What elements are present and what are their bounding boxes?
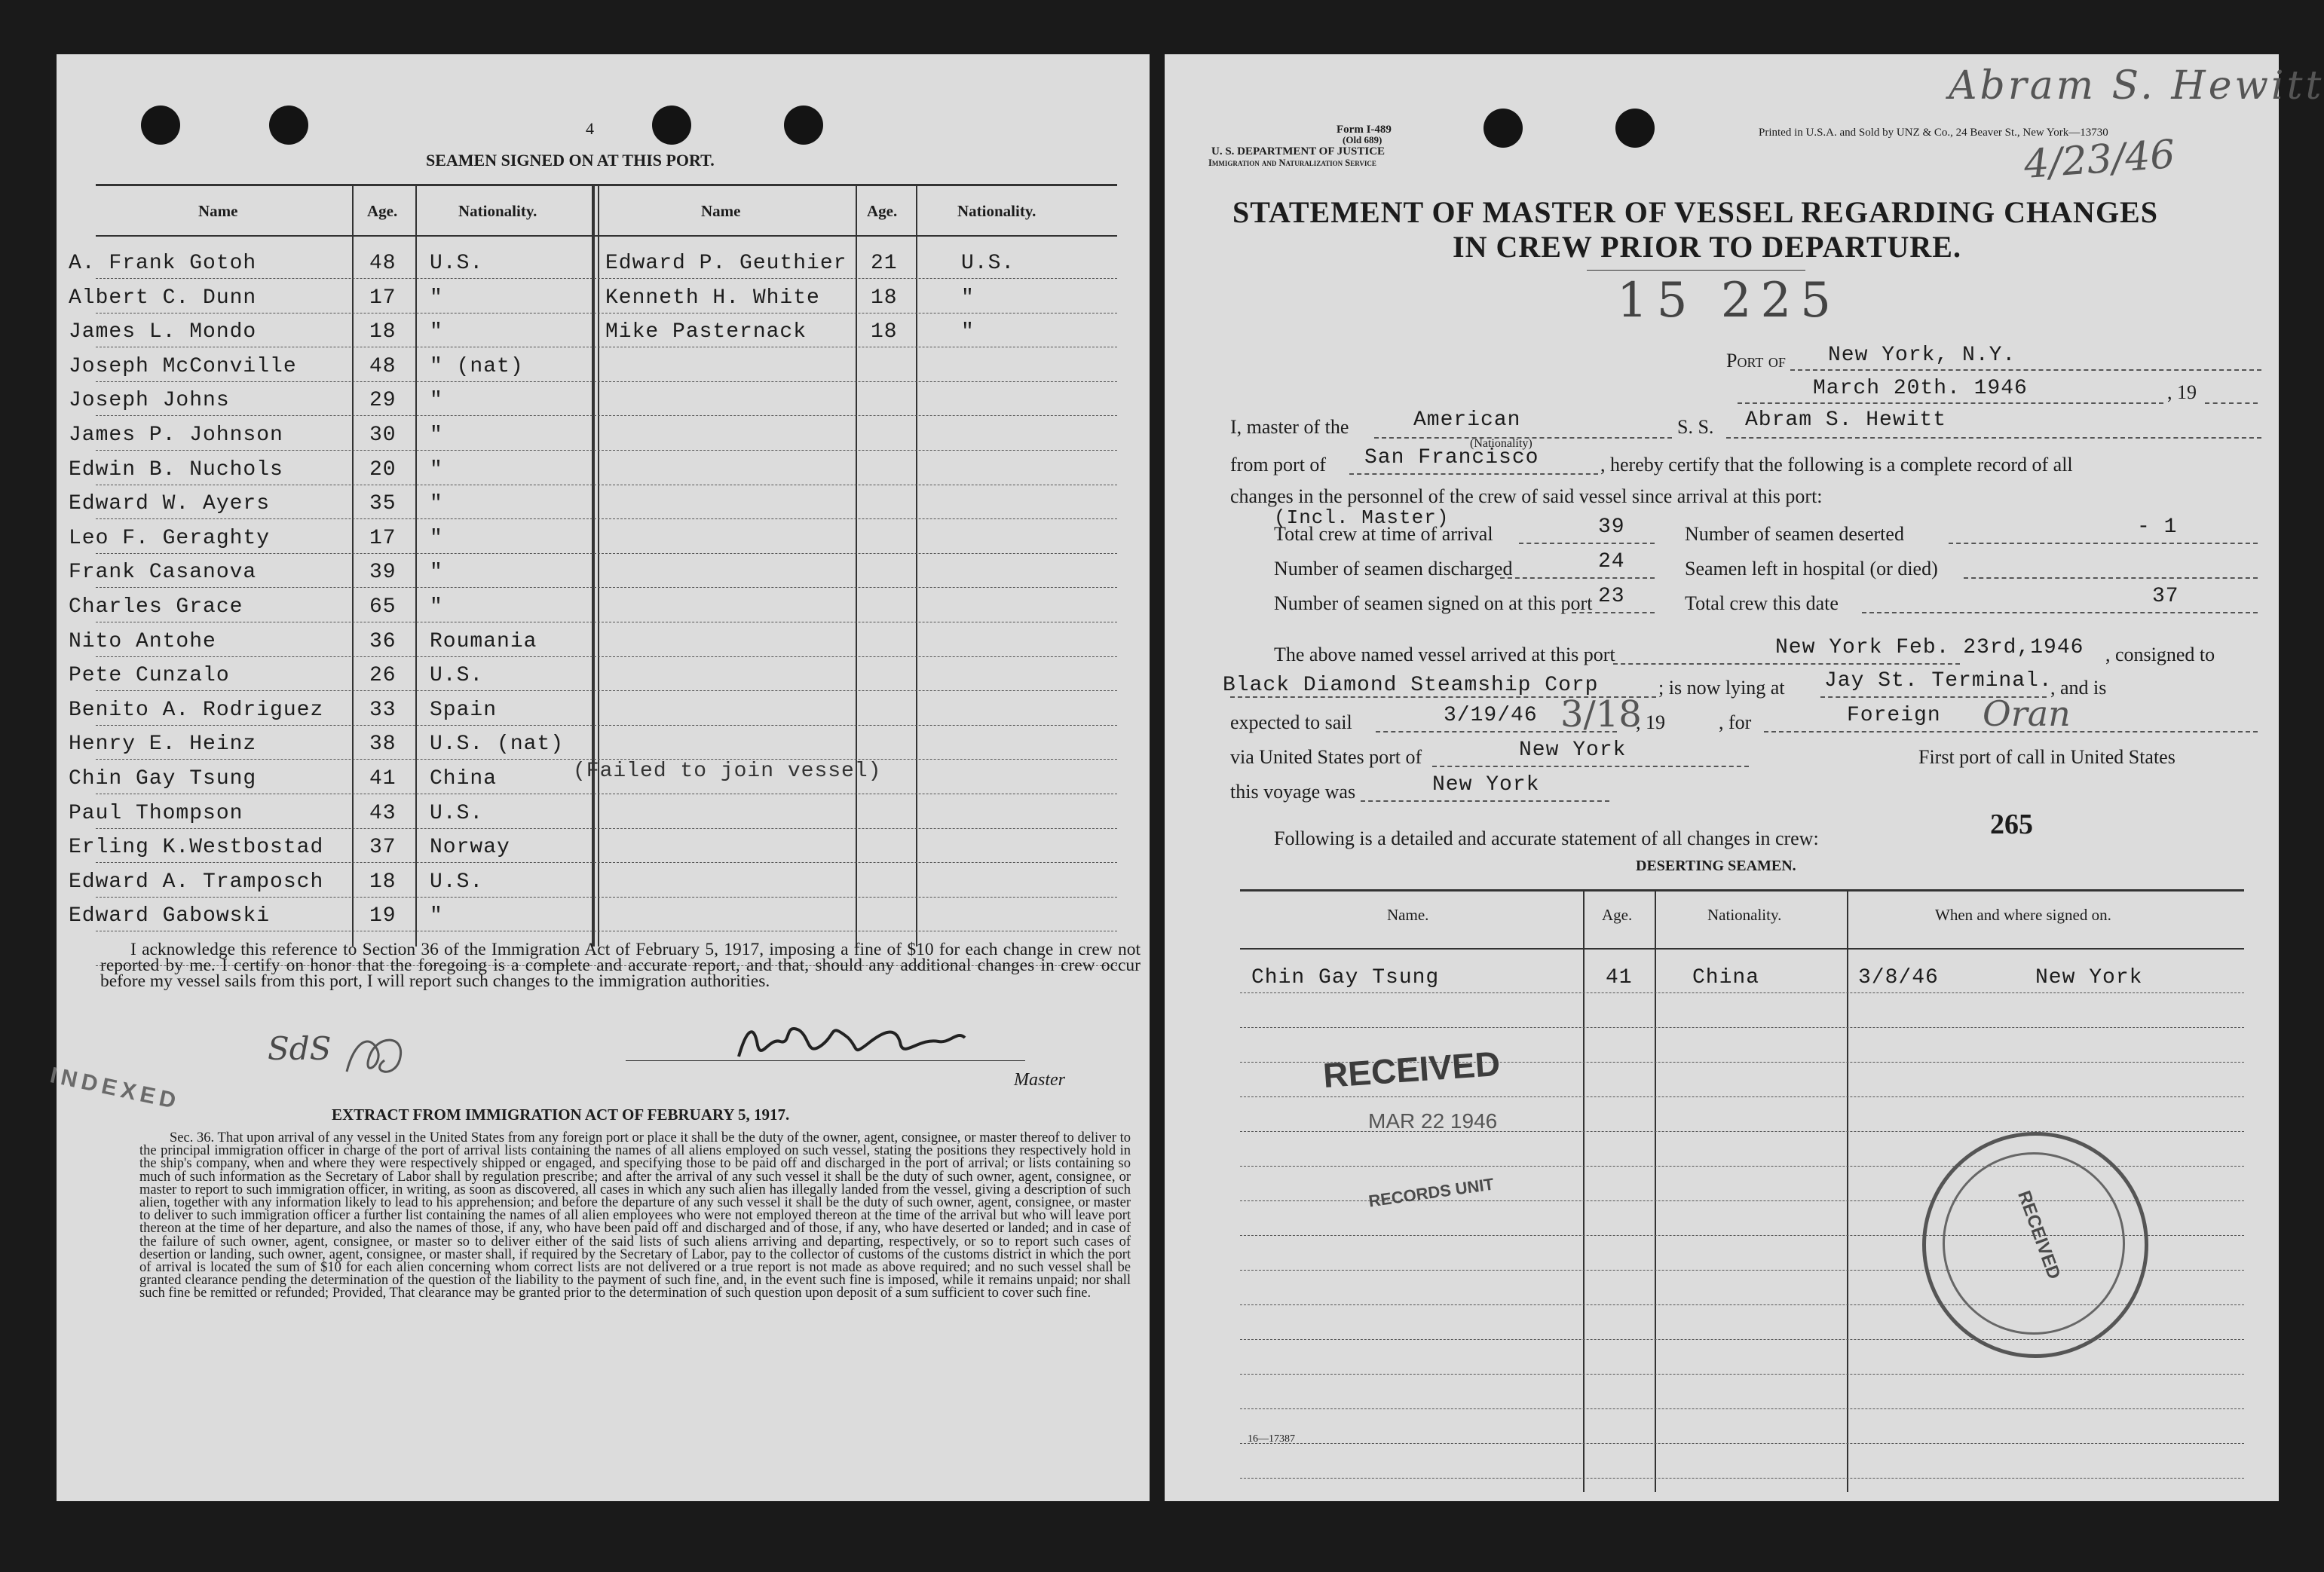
row-rule [96,553,1117,554]
punch-hole [1484,109,1523,148]
crew-name: Frank Casanova [69,561,257,585]
desert-header-nationality: Nationality. [1707,906,1782,924]
vessel-name: Abram S. Hewitt [1745,408,1947,432]
certify-text-2: changes in the personnel of the crew of said vessel since arrival at this port: [1230,485,1823,507]
right-page [1165,54,2324,1501]
row-rule [1240,992,2244,993]
initials-mark [339,1026,422,1087]
crew-nationality: " [430,492,443,516]
row-rule [96,381,1117,382]
crew-name: Edward P. Geuthier [605,252,847,275]
stamped-number: 265 [1990,809,2033,840]
crew-name: Paul Thompson [69,801,243,825]
row-rule [1240,1374,2244,1375]
row-rule [96,518,1117,519]
crew-nationality: U.S. [961,252,1015,275]
deserting-title: DESERTING SEAMEN. [1636,858,1796,874]
crew-nationality: " [430,320,443,344]
total-date-label: Total crew this date [1685,592,1839,614]
column-rule [352,185,354,947]
crew-age: 41 [369,767,397,791]
row-rule [96,897,1117,898]
port-of-label: Port of [1726,350,1786,372]
row-rule [1240,1478,2244,1479]
discharged-line [1500,577,1655,579]
crew-name: Edwin B. Nuchols [69,457,283,482]
hospital-label: Seamen left in hospital (or died) [1685,558,1938,580]
desert-column-rule [1655,889,1656,1492]
crew-age: 20 [369,457,397,482]
crew-age: 33 [369,698,397,722]
header-age: Age. [367,202,398,220]
desert-table-top-rule [1240,889,2244,892]
crew-name: Edward W. Ayers [69,492,271,516]
total-date-value: 37 [2152,585,2179,608]
handwritten-date: 4/23/46 [2022,132,2177,188]
crew-age: 18 [369,320,397,344]
row-rule [96,278,1117,279]
crew-age: 30 [369,424,397,447]
crew-age: 35 [369,492,397,516]
lying-value: Jay St. Terminal. [1824,669,2053,693]
crew-name: A. Frank Gotoh [69,252,257,275]
handwritten-vessel-name: Abram S. Hewitt [1949,63,2324,109]
from-port-value: San Francisco [1364,446,1539,469]
vessel-line [1726,437,2261,439]
crew-age: 17 [369,286,397,310]
crew-nationality: " [430,286,443,310]
consigned-label: , consigned to [2105,644,2215,665]
nationality-caption: (Nationality) [1470,437,1532,450]
row-rule [1240,1027,2244,1028]
crew-name: Nito Antohe [69,629,216,653]
crew-name: Charles Grace [69,595,243,619]
crew-nationality: " [430,389,443,413]
ss-label: S. S. [1677,416,1714,438]
received-stamp: RECEIVED [1321,1043,1502,1096]
column-rule [592,185,595,947]
crew-nationality: China [430,767,498,791]
crew-nationality: " [430,595,443,619]
discharged-value: 24 [1598,550,1625,573]
crew-nationality: Roumania [430,629,537,653]
row-rule [1240,1443,2244,1444]
desert-table-header-rule [1240,948,2244,950]
crew-age: 26 [369,664,397,688]
voyage-line [1361,800,1609,802]
desert-header-name: Name. [1387,906,1429,924]
crew-age: 18 [871,286,898,310]
crew-nationality: Norway [430,836,510,860]
lying-label: ; is now lying at [1658,677,1785,699]
desert-header-signed-on: When and where signed on. [1935,906,2111,924]
deserted-label: Number of seamen deserted [1685,523,1904,545]
crew-age: 18 [871,320,898,344]
crew-name: Mike Pasternack [605,320,807,344]
expected-value: 3/19/46 [1444,704,1538,727]
row-rule [96,828,1117,829]
expected-label: expected to sail [1230,711,1352,733]
voyage-label: this voyage was [1230,781,1356,803]
row-rule [96,862,1117,863]
table-header-rule [96,235,1117,237]
received-date-stamp: MAR 22 1946 [1368,1109,1498,1133]
form-title-line-2: IN CREW PRIOR TO DEPARTURE. [1453,230,1961,264]
for-label: , for [1719,711,1752,733]
acknowledgement-text: I acknowledge this reference to Section 36 of the Immigration Act of February 5, 1917, imposing a fine of $10 for each change in crew not reported by me. I certify on honor that the foregoing is a complete and accurate report, and that, should any additional changes in crew occur before my vessel sails from this port, I will report such changes to the immigration authorities. [100,940,1141,991]
crew-nationality: " [961,286,975,310]
crew-age: 39 [369,561,397,585]
column-rule [598,185,599,947]
for-value: Foreign [1847,704,1941,727]
crew-name: Chin Gay Tsung [69,767,257,791]
crew-age: 48 [369,252,397,275]
nineteen-label: , 19 [1636,711,1665,733]
crew-nationality: " [430,424,443,447]
year-line [2205,402,2258,404]
signed-on-line [1572,612,1655,613]
punch-hole [652,106,691,145]
row-rule [1240,1408,2244,1409]
row-rule [96,656,1117,657]
arrived-line [1613,663,1960,665]
from-port-label: from port of [1230,454,1327,476]
total-date-line [1862,612,2258,613]
form-title-line-1: STATEMENT OF MASTER OF VESSEL REGARDING CHANGES [1232,195,2158,229]
crew-age: 48 [369,354,397,378]
deserter-nationality: China [1692,966,1760,989]
form-old-number: (Old 689) [1343,134,1382,145]
crew-name: Pete Cunzalo [69,664,230,688]
row-rule [96,415,1117,416]
master-of-label: I, master of the [1230,416,1349,438]
crew-nationality: U.S. [430,252,484,275]
deserted-line [1949,543,2258,544]
crew-nationality: U.S. [430,664,484,688]
hospital-line [1964,577,2258,579]
date-line [1738,402,2163,404]
crew-nationality: " [961,320,975,344]
following-text: Following is a detailed and accurate statement of all changes in crew: [1274,827,1819,849]
crew-age: 36 [369,629,397,653]
crew-age: 17 [369,526,397,550]
for-handwritten: Oran [1983,693,2071,734]
crew-name: Erling K.Westbostad [69,836,324,860]
round-stamp-text: RECEIVED [2013,1188,2065,1283]
page-number: 4 [586,119,594,138]
desert-column-rule [1847,889,1848,1492]
header-name: Name [701,202,741,220]
arrived-label: The above named vessel arrived at this port [1274,644,1615,665]
row-rule [96,690,1117,691]
deserter-name: Chin Gay Tsung [1251,966,1440,989]
failed-to-join-note: (Failed to join vessel) [573,760,882,783]
crew-name: Joseph Johns [69,389,230,413]
row-rule [96,587,1117,588]
crew-age: 21 [871,252,898,275]
crew-nationality: U.S. [430,801,484,825]
column-rule [916,185,917,947]
header-age: Age. [867,202,898,220]
port-of-line [1790,369,2261,371]
crew-name: James P. Johnson [69,424,283,447]
crew-nationality: " [430,904,443,928]
table-top-rule [96,184,1117,186]
from-port-line [1349,473,1598,475]
incl-master-note: (Incl. Master) [1274,506,1450,529]
arrived-value: New York Feb. 23rd,1946 [1775,636,2084,659]
column-rule [856,185,857,947]
crew-name: Henry E. Heinz [69,732,257,757]
crew-name: Edward A. Tramposch [69,870,324,894]
crew-name: Edward Gabowski [69,904,271,928]
port-of-value: New York, N.Y. [1828,344,2016,367]
crew-age: 18 [369,870,397,894]
total-crew-value: 39 [1598,515,1625,539]
signed-on-label: Number of seamen signed on at this port [1274,592,1593,614]
total-crew-line [1519,543,1655,544]
crew-name: Albert C. Dunn [69,286,257,310]
first-port-label: First port of call in United States [1918,746,2175,768]
extract-body: Sec. 36. That upon arrival of any vessel in the United States from any foreign port or place it shall be the duty of the owner, agent, consignee, or master thereof to deliver to the principal immigration officer in charge of the port of arrival lists containing the names of all aliens employed on such vessel, stating the positions they respectively hold in the ship's company, when and where they were respectively shipped or engaged, and specifying those to be paid off and discharged in the port of arrival; or lists containing so much of such information as the Secretary of Labor shall by regulation prescribe; and after the arrival of any such vessel it shall be the duty of such owner, agent, consignee, or master to report to such immigration officer, in writing, as soon as discovered, all cases in which any such alien has illegally landed from the vessel, giving a description of such alien, together with any information likely to lead to his apprehension; and before the departure of any such vessel it shall be the duty of such owner, agent, consignee, or master to deliver to such immigration officer a further list containing the names of all alien employees who were not employed thereon at the time of the arrival but who will leave port thereon at the time of her departure, and also the names of those, if any, who have been paid off and discharged and of those, if any, who have deserted or landed; and in case of the failure of such owner, agent, consignee, or master so to deliver either of the said lists of such aliens arriving and departing, respectively, or so to report such cases of desertion or landing, such owner, agent, consignee, or master shall, if required by the Secretary of Labor, pay to the collector of customs of the customs district in which the port of arrival is located the sum of $10 for each alien concerning whom correct lists are not delivered or a true report is not made as above required; and no such vessel shall be granted clearance pending the determination of the question of the liability to the payment of such fine, and, in the event such fine is imposed, while it remains unpaid; nor shall such fine be remitted or refunded; Provided, That clearance may be granted prior to the determination of such question upon deposit of a sum sufficient to cover such fine. [139,1130,1131,1301]
crew-name: Kenneth H. White [605,286,820,310]
desert-header-age: Age. [1602,906,1633,924]
nationality-value: American [1413,408,1521,432]
expected-handwritten: 3/18 [1560,693,1642,736]
row-rule [96,725,1117,726]
date-value: March 20th. 1946 [1813,377,2028,400]
signature-line [626,1060,1025,1061]
crew-name: Leo F. Geraghty [69,526,271,550]
department: U. S. DEPARTMENT OF JUSTICE [1211,145,1386,158]
extract-title: EXTRACT FROM IMMIGRATION ACT OF FEBRUARY 5, 1917. [332,1106,790,1124]
form-footer-number: 16—17387 [1248,1433,1295,1445]
form-number: Form I-489 [1337,124,1392,136]
crew-nationality: " [430,561,443,585]
crew-name: Joseph McConville [69,354,297,378]
crew-age: 38 [369,732,397,757]
certify-text-1: , hereby certify that the following is a complete record of all [1600,454,2073,476]
row-rule [1240,1096,2244,1097]
deserted-value: - 1 [2137,515,2178,539]
via-label: via United States port of [1230,746,1422,768]
crew-nationality: U.S. [430,870,484,894]
deserter-signed-date: 3/8/46 [1858,966,1939,989]
via-line [1432,766,1749,767]
row-rule [96,450,1117,451]
and-is-label: , and is [2050,677,2107,699]
crew-nationality: Spain [430,698,498,722]
file-number: 15 225 [1617,273,1840,329]
crew-nationality: " [430,457,443,482]
year-suffix: , 19 [2167,381,2197,403]
via-value: New York [1519,739,1627,762]
crew-nationality: U.S. (nat) [430,732,565,757]
title-rule [1587,270,1805,271]
voyage-value: New York [1432,773,1540,797]
crew-name: Benito A. Rodriguez [69,698,324,722]
punch-hole [1615,109,1655,148]
header-nationality: Nationality. [957,202,1036,220]
punch-hole [269,106,308,145]
consignee-value: Black Diamond Steamship Corp [1223,674,1599,697]
discharged-label: Number of seamen discharged [1274,558,1513,580]
records-unit-stamp: RECORDS UNIT [1367,1174,1496,1211]
crew-age: 37 [369,836,397,860]
indexed-stamp: INDEXED [47,1063,182,1115]
crew-age: 19 [369,904,397,928]
punch-hole [784,106,823,145]
crew-nationality: " [430,526,443,550]
crew-nationality: " (nat) [430,354,524,378]
master-label: Master [1014,1070,1065,1090]
crew-age: 43 [369,801,397,825]
deserter-signed-place: New York [2035,966,2143,989]
column-rule [415,185,417,947]
section-title: SEAMEN SIGNED ON AT THIS PORT. [426,151,715,170]
initials-handwritten: SdS [268,1030,332,1067]
desert-column-rule [1583,889,1585,1492]
header-name: Name [198,202,238,220]
crew-age: 65 [369,595,397,619]
deserter-age: 41 [1606,966,1633,989]
total-crew-label: Total crew at time of arrival [1274,523,1493,545]
header-nationality: Nationality. [458,202,537,220]
signed-on-value: 23 [1598,585,1625,608]
crew-age: 29 [369,389,397,413]
crew-name: James L. Mondo [69,320,257,344]
left-page [47,54,1150,1501]
round-date-stamp [1922,1132,2148,1358]
service: Immigration and Naturalization Service [1208,158,1376,168]
punch-hole [141,106,180,145]
printed-by: Printed in U.S.A. and Sold by UNZ & Co., 24 Beaver St., New York—13730 [1759,127,2108,139]
